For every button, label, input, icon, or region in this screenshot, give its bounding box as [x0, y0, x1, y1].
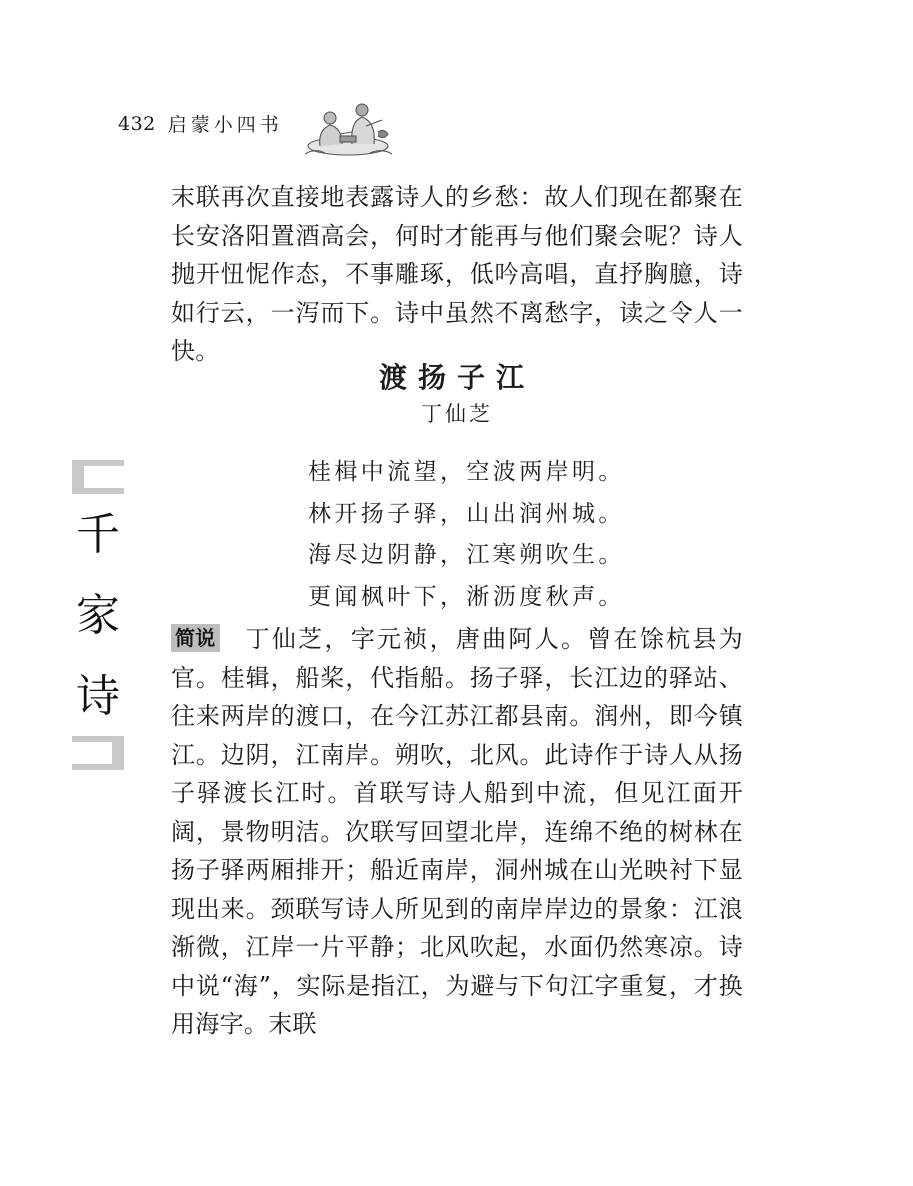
page-header	[118, 110, 283, 137]
poem-author: 丁仙芝	[421, 402, 493, 426]
poem-line: 更闻枫叶下，淅沥度秋声。	[308, 583, 625, 610]
poem-line: 海尽边阴静，江寒朔吹生。	[308, 542, 625, 568]
top-bracket-icon	[72, 460, 124, 494]
side-title-char: 千	[76, 509, 120, 560]
side-title-char: 诗	[76, 671, 120, 722]
poem-line: 桂楫中流望，空波两岸明。	[308, 459, 625, 485]
page-number: 432	[118, 112, 156, 135]
poem-title: 渡扬子江	[378, 361, 535, 394]
side-section-title	[72, 460, 124, 770]
commentary-tag: 简说	[171, 624, 220, 652]
commentary-paragraph	[171, 620, 743, 1044]
intro-paragraph: 末联再次直接地表露诗人的乡愁：故人们现在都聚在长安洛阳置酒高会，何时才能再与他们聚会呢？诗人抛开忸怩作态，不事雕琢，低吟高唱，直抒胸臆，诗如行云，一泻而下。诗中虽然不离愁字，读之令人一快。	[171, 183, 743, 365]
commentary-text: 丁仙芝，字元祯，唐曲阿人。曾在馀杭县为官。桂辑，船桨，代指船。扬子驿，长江边的驿站、往来两岸的渡口，在今江苏江都县南。润州，即今镇江。边阴，江南岸。朔吹，北风。此诗作于诗人从扬子驿渡长江时。首联写诗人船到中流，但见江面开阔，景物明洁。次联写回望北岸，连绵不绝的树林在扬子驿两厢排开；船近南岸，洞州城在山光映衬下显现出来。颈联写诗人所见到的南岸岸边的景象：江浪渐微，江岸一片平静；北风吹起，水面仍然寒凉。诗中说“海”，实际是指江，为避与下句江字重复，才换用海字。末联	[171, 625, 743, 1038]
bottom-bracket-icon	[72, 736, 124, 770]
scholars-illustration-icon	[300, 96, 395, 158]
poem-body	[308, 452, 625, 618]
poem-line: 林开扬子驿，山出润州城。	[308, 500, 625, 527]
side-title-char: 家	[76, 590, 120, 641]
book-title: 启蒙小四书	[167, 114, 283, 136]
